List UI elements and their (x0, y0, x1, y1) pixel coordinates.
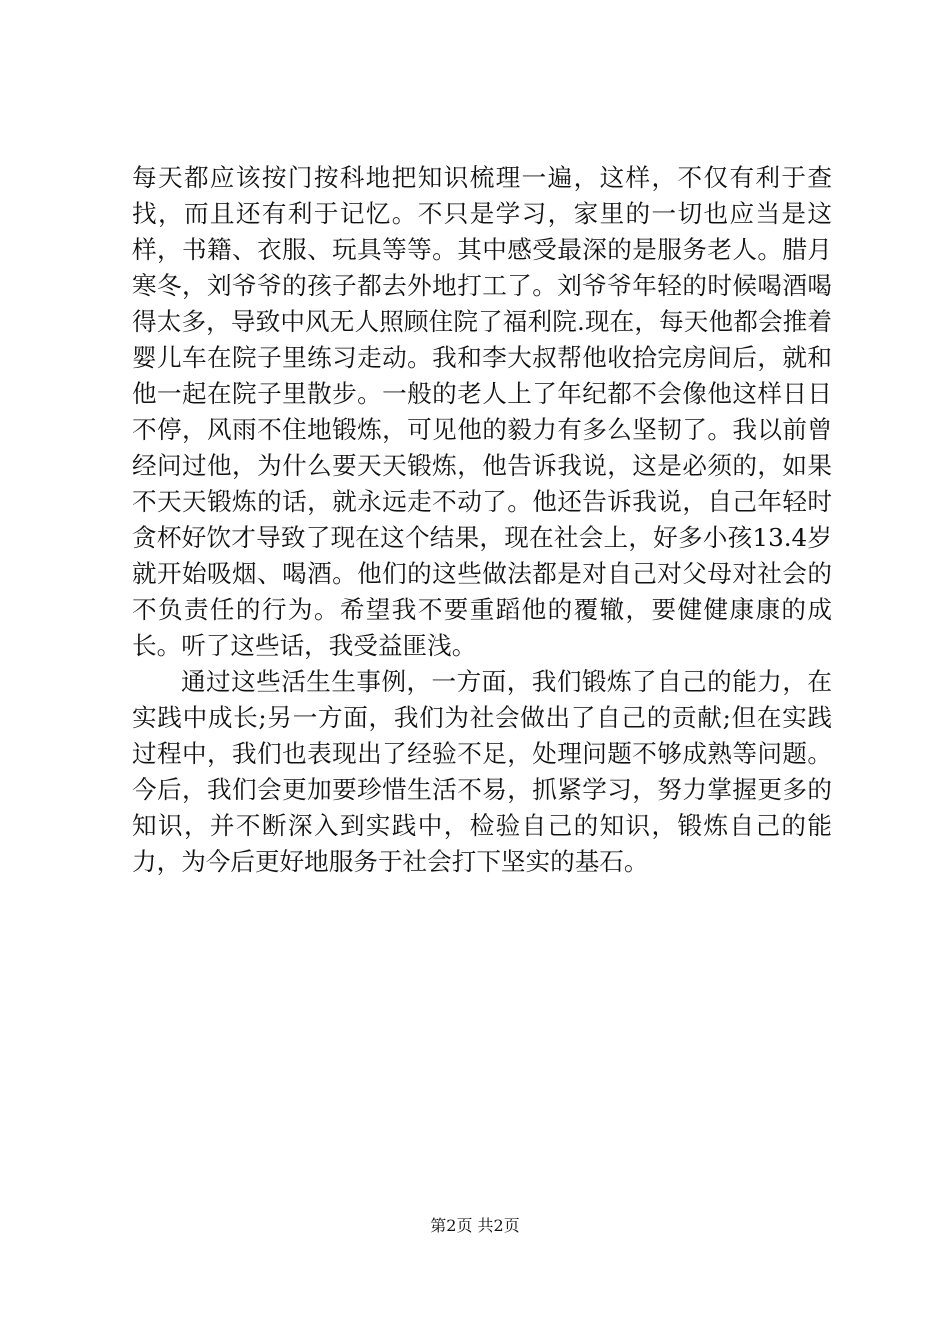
page-number: 第2页 共2页 (430, 1216, 520, 1235)
document-body (132, 160, 832, 880)
paragraph-2: 通过这些活生生事例，一方面，我们锻炼了自己的能力，在实践中成长;另一方面，我们为社会做出了自己的贡献;但在实践过程中，我们也表现出了经验不足，处理问题不够成熟等问题。今后，我们会更加要珍惜生活不易，抓紧学习，努力掌握更多的知识，并不断深入到实践中，检验自己的知识，锻炼自己的能力，为今后更好地服务于社会打下坚实的基石。 (132, 667, 832, 876)
page-footer (0, 1216, 950, 1236)
paragraph-1: 每天都应该按门按科地把知识梳理一遍，这样，不仅有利于查找，而且还有利于记忆。不只是学习，家里的一切也应当是这样，书籍、衣服、玩具等等。其中感受最深的是服务老人。腊月寒冬，刘爷爷的孩子都去外地打工了。刘爷爷年轻的时候喝酒喝得太多，导致中风无人照顾住院了福利院.现在，每天他都会推着婴儿车在院子里练习走动。我和李大叔帮他收拾完房间后，就和他一起在院子里散步。一般的老人上了年纪都不会像他这样日日不停，风雨不住地锻炼，可见他的毅力有多么坚韧了。我以前曾经问过他，为什么要天天锻炼，他告诉我说，这是必须的，如果不天天锻炼的话，就永远走不动了。他还告诉我说，自己年轻时贪杯好饮才导致了现在这个结果，现在社会上，好多小孩13.4岁就开始吸烟、喝酒。他们的这些做法都是对自己对父母对社会的不负责任的行为。希望我不要重蹈他的覆辙，要健健康康的成长。听了这些话，我受益匪浅。 (132, 163, 832, 660)
